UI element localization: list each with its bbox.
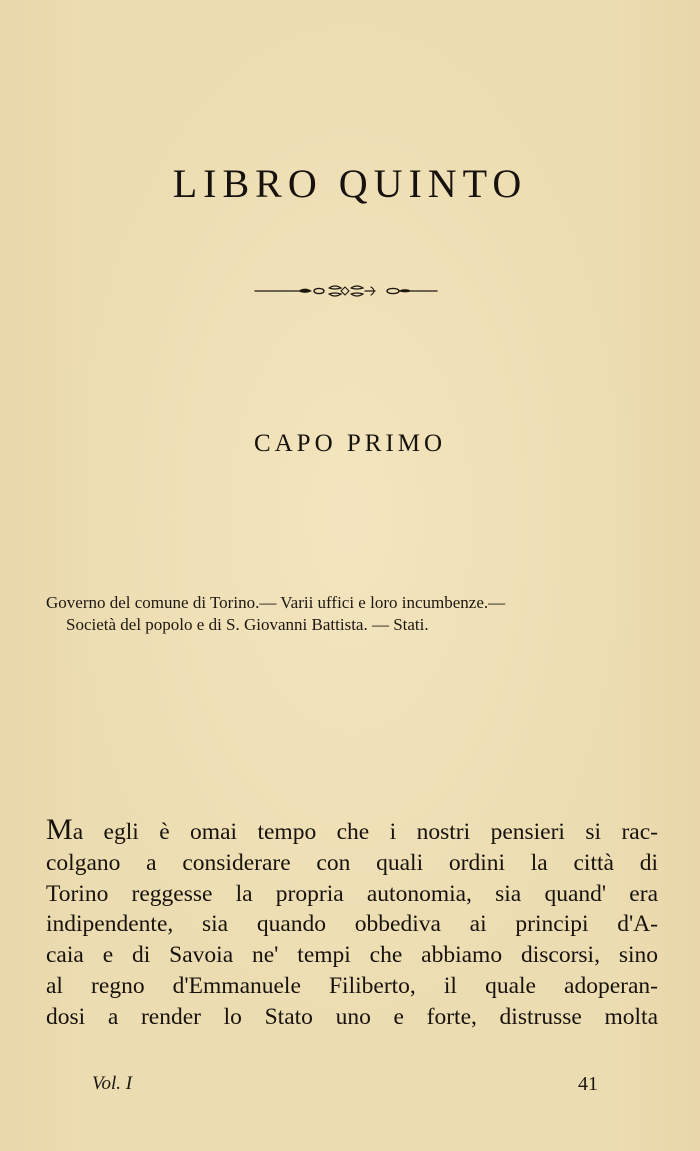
summary-line: Governo del comune di Torino.— Varii uffici e loro incumbenze.— bbox=[46, 593, 506, 612]
body-line bbox=[46, 815, 658, 848]
summary-line: Società del popolo e di S. Giovanni Battista. — Stati. bbox=[66, 615, 429, 634]
decorative-rule-icon bbox=[253, 280, 439, 300]
drop-cap: M bbox=[46, 813, 73, 846]
chapter-title: CAPO PRIMO bbox=[253, 430, 447, 457]
body-line: Torino reggesse la propria autonomia, sia quand' era bbox=[46, 880, 658, 907]
page-number: 41 bbox=[578, 1073, 598, 1095]
volume-signature: Vol. I bbox=[92, 1073, 133, 1094]
body-line: dosi a render lo Stato uno e forte, distrusse molta bbox=[46, 1003, 658, 1030]
body-line: caia e di Savoia ne' tempi che abbiamo discorsi, sino bbox=[46, 942, 658, 969]
body-paragraph bbox=[46, 815, 658, 1033]
body-line: indipendente, sia quando obbediva ai principi d'A- bbox=[46, 911, 658, 938]
book-title: LIBRO QUINTO bbox=[172, 161, 528, 206]
body-line-text: a egli è omai tempo che i nostri pensieri si rac- bbox=[72, 819, 658, 845]
chapter-summary bbox=[46, 592, 666, 636]
body-line: al regno d'Emmanuele Filiberto, il quale adoperan- bbox=[46, 972, 658, 999]
body-line: colgano a considerare con quali ordini la città di bbox=[46, 849, 658, 876]
